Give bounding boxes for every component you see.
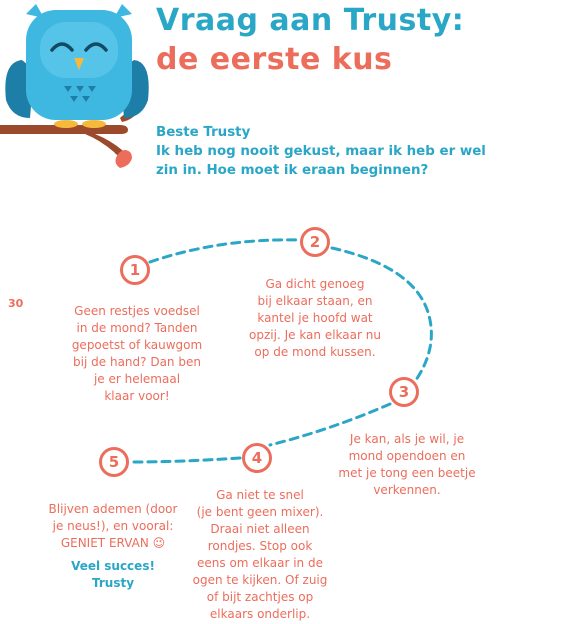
signoff xyxy=(38,558,188,592)
step-circle-1: 1 xyxy=(120,255,150,285)
letter-greeting: Beste Trusty xyxy=(156,125,251,140)
step-circle-5: 5 xyxy=(99,447,129,477)
title-line-1: Vraag aan Trusty: xyxy=(156,3,465,38)
step-circle-2: 2 xyxy=(300,227,330,257)
step-3-text: Je kan, als je wil, je mond opendoen en met je tong een beetje verkennen. xyxy=(338,432,476,497)
letter-question-line-1: Ik heb nog nooit gekust, maar ik heb er wel xyxy=(156,144,486,159)
signoff-line-1: Veel succes! xyxy=(71,559,155,573)
signoff-line-2: Trusty xyxy=(91,576,135,590)
step-5-text: Blijven ademen (door je neus!), en vooral: GENIET ERVAN 😉 xyxy=(48,502,178,550)
step-4-text: Ga niet te snel (je bent geen mixer). Draai niet alleen rondjes. Stop ook eens om elkaar in de ogen te kijken. Of zuig of bijt zachtjes op elkaars onderlip. xyxy=(192,488,328,621)
step-circle-4: 4 xyxy=(242,443,272,473)
step-1-text: Geen restjes voedsel in de mond? Tanden gepoetst of kauwgom bij de hand? Dan ben je er helemaal klaar voor! xyxy=(71,304,203,403)
step-2-text: Ga dicht genoeg bij elkaar staan, en kantel je hoofd wat opzij. Je kan elkaar nu op de mond kussen. xyxy=(249,277,381,359)
page-number: 30 xyxy=(8,297,24,310)
step-circle-3: 3 xyxy=(389,377,419,407)
title-line-2: de eerste kus xyxy=(156,42,393,77)
letter-question-line-2: zin in. Hoe moet ik eraan beginnen? xyxy=(156,163,429,178)
